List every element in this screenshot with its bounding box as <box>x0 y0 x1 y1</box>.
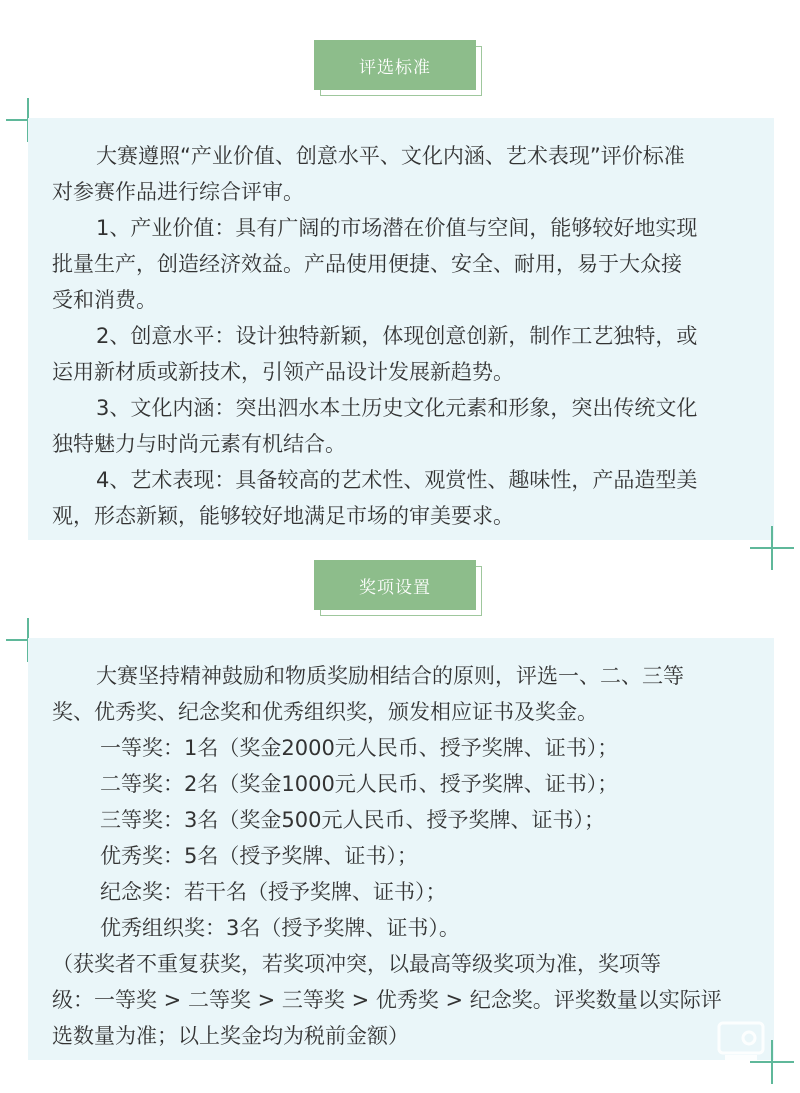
watermark-logo-icon <box>712 1012 770 1070</box>
paragraph: 运用新材质或新技术，引领产品设计发展新趋势。 <box>52 360 514 384</box>
paragraph: 对参赛作品进行综合评审。 <box>52 180 304 204</box>
section-title-criteria <box>314 40 486 98</box>
award-item: 优秀组织奖：3名（授予奖牌、证书）。 <box>100 916 460 940</box>
paragraph: 批量生产，创造经济效益。产品使用便捷、安全、耐用，易于大众接 <box>52 252 682 276</box>
paragraph: 奖、优秀奖、纪念奖和优秀组织奖，颁发相应证书及奖金。 <box>52 700 598 724</box>
section-title-label: 奖项设置 <box>314 560 476 610</box>
award-item: 一等奖：1名（奖金2000元人民币、授予奖牌、证书）； <box>100 736 619 760</box>
corner-cross-decoration <box>750 526 794 570</box>
paragraph: 观，形态新颖，能够较好地满足市场的审美要求。 <box>52 504 514 528</box>
award-item: 优秀奖：5名（授予奖牌、证书）； <box>100 844 418 868</box>
criterion-item: 3、文化内涵：突出泗水本土历史文化元素和形象，突出传统文化 <box>96 396 698 420</box>
paragraph: 大赛遵照“产业价值、创意水平、文化内涵、艺术表现”评价标准 <box>96 144 685 168</box>
paragraph: 独特魅力与时尚元素有机结合。 <box>52 432 346 456</box>
criterion-item: 4、艺术表现：具备较高的艺术性、观赏性、趣味性，产品造型美 <box>96 468 698 492</box>
paragraph: 受和消费。 <box>52 288 157 312</box>
criterion-item: 1、产业价值：具有广阔的市场潜在价值与空间，能够较好地实现 <box>96 216 698 240</box>
section-title-label: 评选标准 <box>314 40 476 90</box>
criterion-item: 2、创意水平：设计独特新颖，体现创意创新，制作工艺独特，或 <box>96 324 698 348</box>
criteria-panel <box>28 118 774 540</box>
award-item: 纪念奖：若干名（授予奖牌、证书）； <box>100 880 447 904</box>
award-item: 三等奖：3名（奖金500元人民币、授予奖牌、证书）； <box>100 808 605 832</box>
note-paragraph: （获奖者不重复获奖，若奖项冲突，以最高等级奖项为准，奖项等 <box>52 952 661 976</box>
paragraph: 大赛坚持精神鼓励和物质奖励相结合的原则，评选一、二、三等 <box>96 664 684 688</box>
note-paragraph: 级：一等奖 > 二等奖 > 三等奖 > 优秀奖 > 纪念奖。评奖数量以实际评 <box>52 988 722 1012</box>
awards-panel <box>28 638 774 1060</box>
note-paragraph: 选数量为准；以上奖金均为税前金额） <box>52 1024 409 1048</box>
award-item: 二等奖：2名（奖金1000元人民币、授予奖牌、证书）； <box>100 772 619 796</box>
section-title-awards <box>314 560 486 618</box>
